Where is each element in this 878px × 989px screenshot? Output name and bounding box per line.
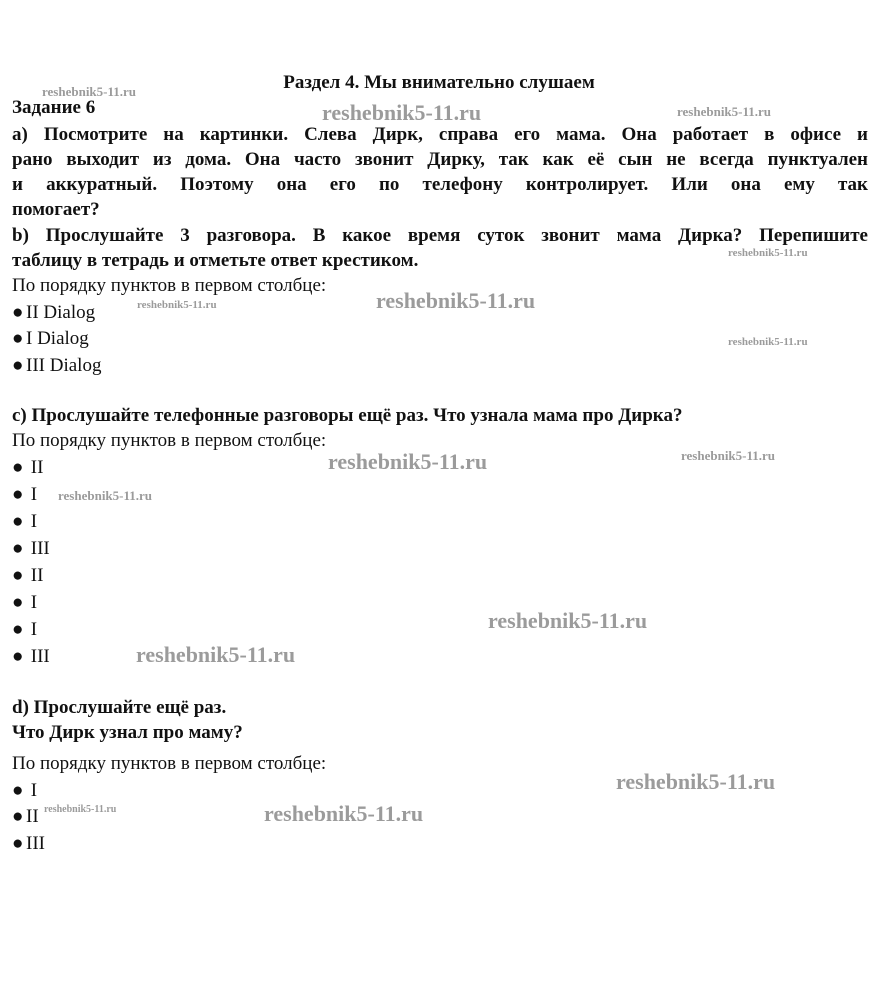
watermark: reshebnik5-11.ru — [58, 488, 153, 503]
list-item: ● II — [12, 457, 44, 478]
part-d-line: d) Прослушайте ещё раз. — [12, 697, 227, 718]
task-heading: Задание 6 — [12, 97, 96, 118]
part-a-line: помогает? — [12, 199, 100, 220]
watermark: reshebnik5-11.ru — [376, 288, 536, 313]
watermark: reshebnik5-11.ru — [728, 336, 808, 348]
watermark: reshebnik5-11.ru — [677, 104, 772, 119]
list-item: ● III — [12, 833, 45, 854]
order-note: По порядку пунктов в первом столбце: — [12, 275, 327, 296]
bullet-icon: ● — [12, 780, 24, 801]
watermark: reshebnik5-11.ru — [264, 801, 424, 826]
bullet-icon: ● — [12, 646, 24, 667]
watermark: reshebnik5-11.ru — [681, 448, 776, 463]
list-item: ● II Dialog — [12, 302, 96, 323]
list-item: ● II — [12, 806, 39, 827]
bullet-icon: ● — [12, 355, 24, 376]
watermark: reshebnik5-11.ru — [42, 84, 137, 99]
part-a-line: и аккуратный. Поэтому она его по телефону контролирует. Или она ему так — [12, 174, 868, 195]
list-item: ● III — [12, 538, 50, 559]
list-item: ● III Dialog — [12, 355, 102, 376]
watermark: reshebnik5-11.ru — [322, 100, 482, 125]
part-b-line: таблицу в тетрадь и отметьте ответ крестиком. — [12, 250, 419, 271]
list-item: ● I — [12, 619, 38, 640]
bullet-icon: ● — [12, 592, 24, 613]
watermark: reshebnik5-11.ru — [488, 608, 648, 633]
watermark: reshebnik5-11.ru — [328, 449, 488, 474]
part-d-line: Что Дирк узнал про маму? — [12, 722, 243, 743]
list-item: ● I — [12, 484, 38, 505]
part-a-line: а) Посмотрите на картинки. Слева Дирк, справа его мама. Она работает в офисе и — [12, 124, 868, 145]
list-item: ● III — [12, 646, 50, 667]
part-c: с) Прослушайте телефонные разговоры ещё раз. Что узнала мама про Дирка? — [12, 405, 683, 426]
bullet-icon: ● — [12, 806, 24, 827]
watermark: reshebnik5-11.ru — [616, 769, 776, 794]
watermark: reshebnik5-11.ru — [137, 299, 217, 311]
list-item: ● I — [12, 780, 38, 801]
bullet-icon: ● — [12, 302, 24, 323]
part-b-line: b) Прослушайте 3 разговора. В какое время суток звонит мама Дирка? Перепишите — [12, 225, 868, 246]
watermark: reshebnik5-11.ru — [728, 247, 808, 259]
bullet-icon: ● — [12, 511, 24, 532]
bullet-icon: ● — [12, 457, 24, 478]
bullet-icon: ● — [12, 328, 24, 349]
bullet-icon: ● — [12, 833, 24, 854]
bullet-icon: ● — [12, 565, 24, 586]
bullet-icon: ● — [12, 484, 24, 505]
list-item: ● II — [12, 565, 44, 586]
page-title: Раздел 4. Мы внимательно слушаем — [283, 72, 595, 93]
order-note: По порядку пунктов в первом столбце: — [12, 753, 327, 774]
part-a-line: рано выходит из дома. Она часто звонит Дирку, так как её сын не всегда пунктуален — [12, 149, 868, 170]
order-note: По порядку пунктов в первом столбце: — [12, 430, 327, 451]
bullet-icon: ● — [12, 619, 24, 640]
list-item: ● I Dialog — [12, 328, 89, 349]
list-item: ● I — [12, 511, 38, 532]
watermark: reshebnik5-11.ru — [136, 642, 296, 667]
watermark: reshebnik5-11.ru — [44, 804, 117, 815]
list-item: ● I — [12, 592, 38, 613]
bullet-icon: ● — [12, 538, 24, 559]
